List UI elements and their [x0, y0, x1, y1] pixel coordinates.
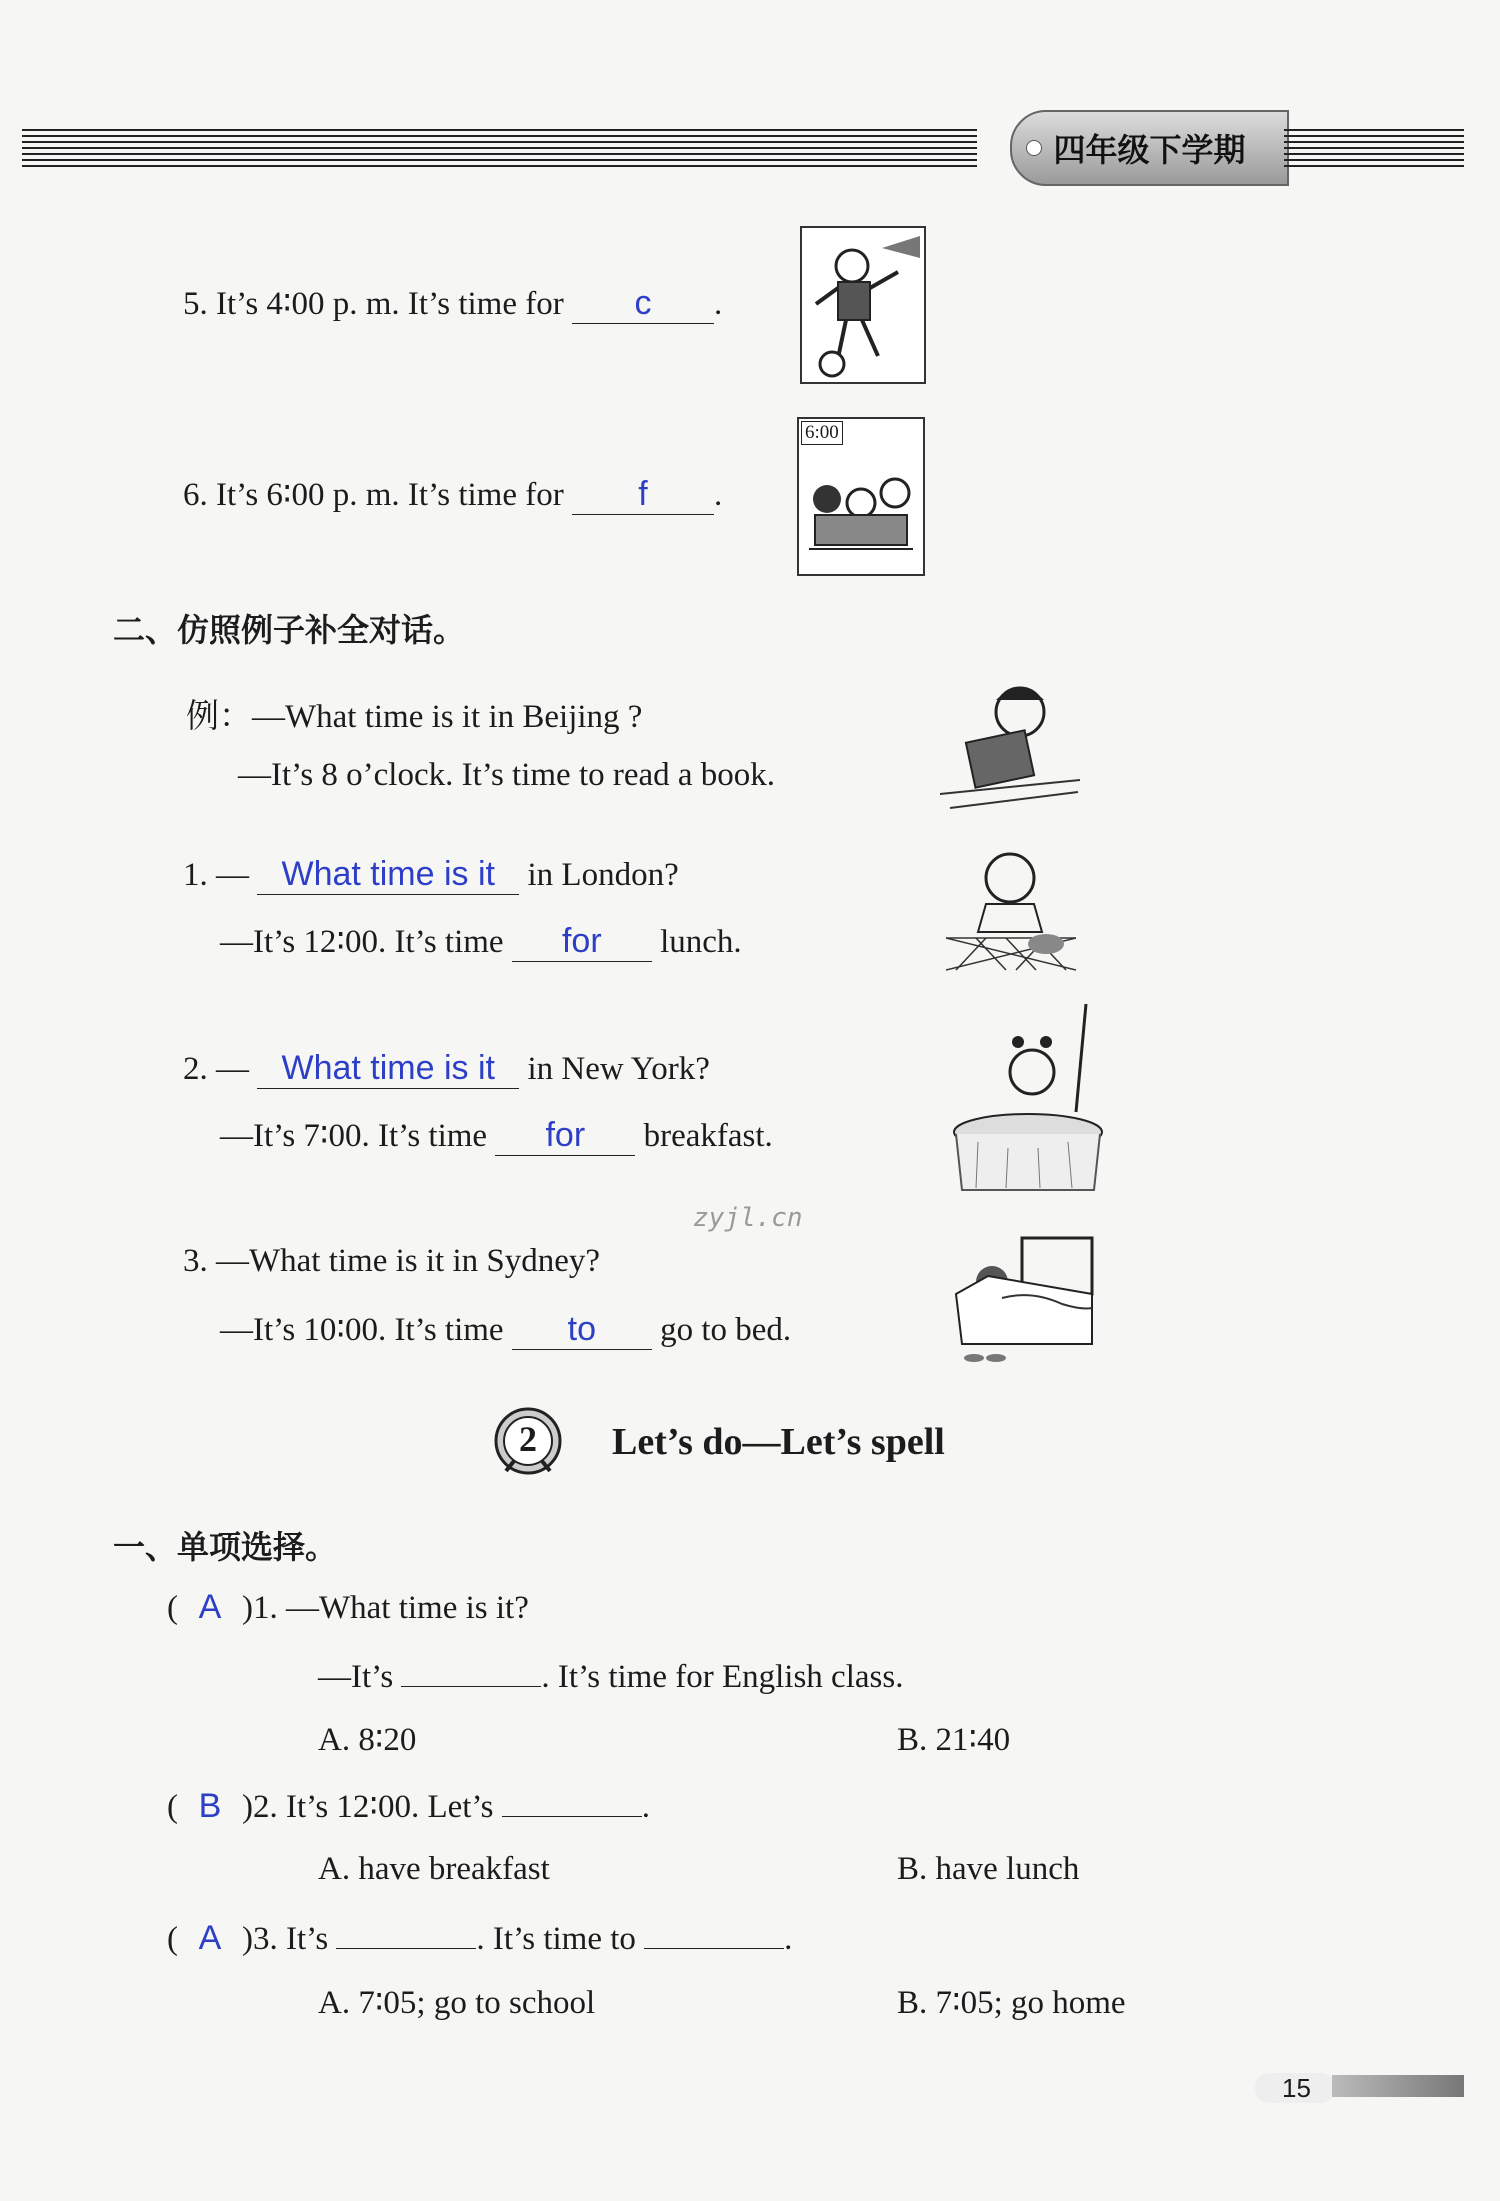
period: .: [713, 286, 723, 322]
answer-blank: [572, 284, 714, 324]
mc-number: )1.: [242, 1590, 278, 1626]
example-prefix: 例：: [186, 699, 252, 735]
answer-blank: [512, 922, 652, 962]
answer-blank: [495, 1116, 635, 1156]
answer-text: c: [634, 284, 652, 322]
question-number: 5.: [183, 286, 208, 322]
answer-text: to: [567, 1310, 596, 1348]
answer-text: for: [561, 922, 602, 960]
dialogue-3-answer: [220, 1309, 791, 1350]
answer-end: breakfast.: [643, 1118, 773, 1154]
example-answer: —It’s 8 o’clock. It’s time to read a book.: [238, 757, 776, 793]
mc-answer: B: [198, 1787, 222, 1825]
example-q-text: —What time is it in Beijing ?: [252, 699, 643, 735]
mc-blank: [502, 1784, 642, 1817]
mc-blank: [336, 1916, 476, 1949]
dialogue-3-question: [183, 1243, 600, 1280]
page-number: 15: [1282, 2073, 1311, 2103]
mc-text: It’s: [286, 1921, 329, 1957]
mc-text: .: [641, 1789, 650, 1825]
mc-1-line2: [318, 1654, 903, 1696]
question-text: It’s 6∶00 p. m. It’s time for: [216, 477, 564, 513]
answer-text: for: [545, 1116, 586, 1154]
paren: (: [167, 1789, 178, 1825]
header-rule-left: [22, 128, 977, 172]
mc-text: —What time is it?: [286, 1590, 529, 1626]
period: .: [713, 477, 723, 513]
example-question: [186, 690, 642, 737]
dialogue-2-question: [183, 1049, 710, 1089]
mc-2-option-b: B. have lunch: [897, 1851, 1080, 1887]
lesson-number: 2: [519, 1419, 537, 1459]
answer-text: What time is it: [281, 1049, 495, 1087]
mc-answer: A: [198, 1919, 222, 1957]
question-end: in London?: [527, 857, 679, 893]
mc-question-3: [167, 1916, 792, 1958]
sleeping-boy-icon: [952, 1234, 1098, 1364]
clock-label: 6:00: [801, 421, 843, 445]
grade-label: 四年级下学期: [1053, 131, 1246, 169]
mc-blank: [644, 1916, 784, 1949]
breakfast-girl-icon: [948, 1002, 1104, 1198]
question-text: —What time is it in Sydney?: [216, 1243, 601, 1279]
answer-blank: [257, 855, 519, 895]
paren: (: [167, 1921, 178, 1957]
question-number: 6.: [183, 477, 208, 513]
answer-blank: [257, 1049, 519, 1089]
lunch-boy-icon: [946, 844, 1076, 972]
item-number: 2. —: [183, 1051, 249, 1087]
dialogue-1-question: [183, 855, 679, 895]
mc-text: .: [784, 1921, 793, 1957]
answer-text: What time is it: [281, 855, 495, 893]
mc-2-option-a: A. have breakfast: [318, 1851, 550, 1887]
soccer-picture: [800, 226, 926, 384]
mc-1-option-b: B. 21∶40: [897, 1722, 1011, 1758]
section-title-choice: 一、单项选择。: [113, 1528, 338, 1566]
answer-prefix: —It’s 7∶00. It’s time: [220, 1118, 488, 1154]
answer-end: go to bed.: [660, 1312, 792, 1348]
paren: (: [167, 1590, 178, 1626]
answer-prefix: —It’s 10∶00. It’s time: [220, 1312, 504, 1348]
mc-number: )3.: [242, 1921, 278, 1957]
item-number: 1. —: [183, 857, 249, 893]
section-title-dialogue: 二、仿照例子补全对话。: [113, 611, 466, 649]
tab-dot-icon: [1026, 140, 1042, 156]
dialogue-1-answer: [220, 921, 742, 962]
question-text: It’s 4∶00 p. m. It’s time for: [216, 286, 564, 322]
footer-bar: [1332, 2075, 1464, 2097]
question-5: [183, 283, 722, 324]
header-rule-right: [1284, 128, 1464, 172]
mc-text: —It’s: [318, 1659, 394, 1695]
grade-tab: [1010, 110, 1289, 186]
mc-text: . It’s time for English class.: [541, 1659, 904, 1695]
question-6: [183, 474, 722, 515]
item-number: 3.: [183, 1243, 208, 1279]
answer-end: lunch.: [660, 924, 742, 960]
reading-boy-icon: [940, 676, 1080, 810]
lesson-title: Let’s do—Let’s spell: [612, 1421, 945, 1463]
mc-question-1: [167, 1588, 529, 1627]
mc-question-2: [167, 1784, 650, 1826]
watermark: zyjl.cn: [693, 1203, 803, 1233]
question-end: in New York?: [527, 1051, 710, 1087]
mc-1-option-a: A. 8∶20: [318, 1722, 417, 1758]
answer-blank: [512, 1310, 652, 1350]
mc-number: )2.: [242, 1789, 278, 1825]
mc-blank: [401, 1654, 541, 1687]
dialogue-2-answer: [220, 1115, 773, 1156]
mc-answer: A: [198, 1588, 222, 1626]
mc-text: It’s 12∶00. Let’s: [286, 1789, 494, 1825]
mc-text: . It’s time to: [476, 1921, 636, 1957]
answer-text: f: [638, 475, 648, 513]
mc-3-option-b: B. 7∶05; go home: [897, 1985, 1126, 2021]
dinner-picture: [797, 417, 925, 576]
answer-prefix: —It’s 12∶00. It’s time: [220, 924, 504, 960]
answer-blank: [572, 475, 714, 515]
soccer-player-icon: [802, 228, 924, 382]
mc-3-option-a: A. 7∶05; go to school: [318, 1985, 596, 2021]
